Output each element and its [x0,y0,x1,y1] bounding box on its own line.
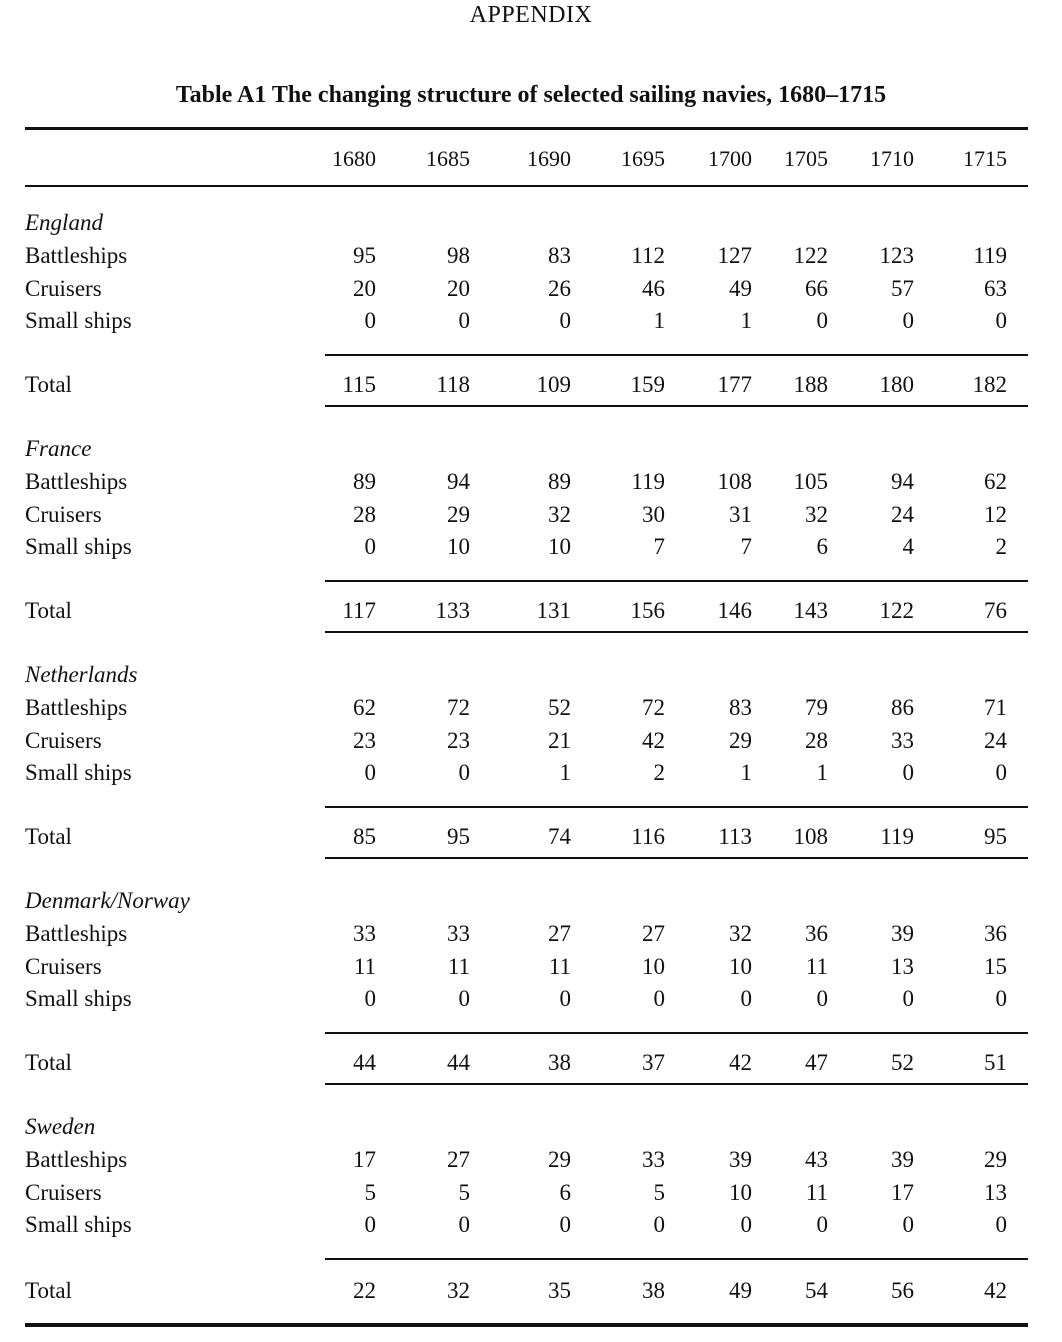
table-cell: 7 [653,534,665,559]
subtotal-rule [325,1258,1028,1260]
table-cell: 17 [353,1147,376,1172]
total-cell: 51 [984,1050,1007,1075]
table-cell: 52 [548,695,571,720]
country-heading: Netherlands [25,662,138,687]
total-row [0,370,1062,400]
total-cell: 54 [805,1278,828,1303]
year-header-cell: 1690 [527,146,571,171]
table-row [0,500,1062,530]
total-cell: 182 [972,372,1007,397]
table-row [0,984,1062,1014]
total-cell: 74 [548,824,571,849]
table-cell: 0 [653,986,665,1011]
total-label: Total [25,1278,72,1303]
table-row [0,758,1062,788]
table-cell: 5 [653,1179,665,1205]
table-row [0,1178,1062,1208]
table-cell: 11 [805,953,828,979]
total-bottom-rule [325,1083,1028,1085]
table-row [0,952,1062,982]
country-heading-row [0,208,1062,238]
table-cell: 94 [447,469,470,494]
total-cell: 32 [447,1278,470,1303]
year-header-cell: 1715 [963,146,1007,171]
table-cell: 66 [805,275,828,301]
total-cell: 35 [548,1278,571,1303]
country-heading-row [0,434,1062,464]
table-cell: 30 [642,501,665,527]
year-header-cell: 1685 [426,146,470,171]
table-cell: 23 [353,727,376,753]
year-header-cell: 1695 [621,146,665,171]
country-heading: Sweden [25,1114,96,1139]
table-cell: 83 [548,243,571,268]
table-cell: 31 [729,501,752,527]
row-label: Battleships [25,243,128,268]
country-heading-row [0,1112,1062,1142]
table-cell: 29 [447,501,470,527]
total-label: Total [25,598,72,623]
total-cell: 122 [879,598,914,623]
row-label: Cruisers [25,501,102,527]
total-label: Total [25,824,72,849]
total-row [0,596,1062,626]
subtotal-rule [325,354,1028,356]
table-cell: 112 [631,243,665,268]
table-cell: 0 [902,760,914,785]
total-cell: 56 [891,1278,914,1303]
table-cell: 10 [729,1179,752,1205]
total-label: Total [25,372,72,397]
table-cell: 12 [984,501,1007,527]
table-cell: 26 [548,275,571,301]
table-row [0,726,1062,756]
table-cell: 0 [458,760,470,785]
table-cell: 42 [642,727,665,753]
table-cell: 0 [995,986,1007,1011]
total-row [0,1048,1062,1078]
table-cell: 0 [364,534,376,559]
table-cell: 79 [805,695,828,720]
table-cell: 72 [642,695,665,720]
table-cell: 83 [729,695,752,720]
table-cell: 0 [995,1212,1007,1237]
total-cell: 42 [729,1050,752,1075]
table-cell: 0 [458,1212,470,1237]
table-cell: 28 [353,501,376,527]
table-cell: 0 [364,986,376,1011]
table-top-rule [25,127,1028,130]
table-cell: 5 [364,1179,376,1205]
table-cell: 36 [984,921,1007,946]
total-cell: 117 [342,598,376,623]
table-cell: 127 [717,243,752,268]
table-cell: 0 [559,986,571,1011]
table-cell: 62 [984,469,1007,494]
table-cell: 0 [816,308,828,333]
table-cell: 0 [653,1212,665,1237]
total-bottom-rule [325,857,1028,859]
table-cell: 32 [548,501,571,527]
total-cell: 118 [436,372,470,397]
total-cell: 156 [630,598,665,623]
row-label: Small ships [25,760,132,785]
total-cell: 22 [353,1278,376,1303]
row-label: Cruisers [25,953,102,979]
table-cell: 0 [902,986,914,1011]
table-cell: 11 [548,953,571,979]
table-cell: 28 [805,727,828,753]
total-cell: 52 [891,1050,914,1075]
table-cell: 11 [447,953,470,979]
table-row [0,241,1062,271]
row-label: Cruisers [25,1179,102,1205]
table-cell: 7 [740,534,752,559]
country-heading: Denmark/Norway [25,888,190,913]
total-cell: 76 [984,598,1007,623]
table-row [0,274,1062,304]
table-cell: 4 [902,534,914,559]
year-header-cell: 1710 [870,146,914,171]
table-cell: 1 [740,308,752,333]
table-bottom-rule [25,1323,1028,1327]
total-cell: 95 [447,824,470,849]
row-label: Battleships [25,469,128,494]
table-cell: 24 [891,501,914,527]
table-cell: 123 [879,243,914,268]
table-cell: 0 [559,308,571,333]
table-cell: 10 [642,953,665,979]
total-cell: 49 [729,1278,752,1303]
table-cell: 5 [458,1179,470,1205]
table-cell: 0 [995,760,1007,785]
table-cell: 0 [364,760,376,785]
row-label: Cruisers [25,727,102,753]
table-cell: 98 [447,243,470,268]
table-row [0,1145,1062,1175]
row-label: Battleships [25,695,128,720]
table-cell: 27 [642,921,665,946]
table-cell: 0 [458,308,470,333]
table-cell: 13 [984,1179,1007,1205]
subtotal-rule [325,806,1028,808]
table-cell: 36 [805,921,828,946]
year-header-cell: 1705 [784,146,828,171]
row-label: Battleships [25,1147,128,1172]
table-cell: 32 [729,921,752,946]
table-cell: 6 [559,1179,571,1205]
table-cell: 39 [891,1147,914,1172]
table-cell: 57 [891,275,914,301]
total-cell: 188 [793,372,828,397]
row-label: Small ships [25,534,132,559]
table-cell: 89 [548,469,571,494]
row-label: Small ships [25,1212,132,1237]
table-cell: 94 [891,469,914,494]
table-cell: 86 [891,695,914,720]
table-cell: 0 [995,308,1007,333]
total-row [0,1276,1062,1306]
table-cell: 0 [559,1212,571,1237]
table-row [0,693,1062,723]
table-title: Table A1 The changing structure of selected sailing navies, 1680–1715 [175,82,887,108]
table-cell: 0 [740,1212,752,1237]
row-label: Battleships [25,921,128,946]
table-cell: 62 [353,695,376,720]
year-header-cell: 1700 [708,146,752,171]
table-cell: 29 [729,727,752,753]
table-cell: 10 [548,534,571,559]
table-cell: 0 [740,986,752,1011]
table-cell: 89 [353,469,376,494]
row-label: Small ships [25,986,132,1011]
total-cell: 95 [984,824,1007,849]
total-cell: 143 [793,598,828,623]
table-cell: 95 [353,243,376,268]
table-cell: 1 [816,760,828,785]
table-cell: 105 [793,469,828,494]
table-cell: 0 [458,986,470,1011]
row-label: Small ships [25,308,132,333]
table-cell: 6 [816,534,828,559]
table-cell: 15 [984,953,1007,979]
total-cell: 131 [536,598,571,623]
total-cell: 37 [642,1050,665,1075]
table-cell: 1 [740,760,752,785]
table-row [0,919,1062,949]
total-cell: 115 [342,372,376,397]
table-cell: 29 [548,1147,571,1172]
table-cell: 49 [729,275,752,301]
table-row [0,467,1062,497]
table-cell: 27 [548,921,571,946]
table-cell: 108 [717,469,752,494]
table-cell: 2 [995,534,1007,559]
total-cell: 47 [805,1050,828,1075]
table-cell: 0 [902,308,914,333]
total-cell: 119 [880,824,914,849]
total-cell: 38 [548,1050,571,1075]
table-cell: 27 [447,1147,470,1172]
subtotal-rule [325,580,1028,582]
table-cell: 20 [353,275,376,301]
table-cell: 33 [891,727,914,753]
row-label: Cruisers [25,275,102,301]
year-header-row [0,144,1062,174]
table-cell: 33 [353,921,376,946]
total-cell: 85 [353,824,376,849]
table-cell: 0 [364,308,376,333]
country-heading: England [25,210,103,235]
table-row [0,532,1062,562]
table-cell: 32 [805,501,828,527]
table-cell: 23 [447,727,470,753]
table-row [0,306,1062,336]
total-row [0,822,1062,852]
table-cell: 63 [984,275,1007,301]
total-cell: 38 [642,1278,665,1303]
table-cell: 10 [447,534,470,559]
total-cell: 180 [879,372,914,397]
year-header-cell: 1680 [332,146,376,171]
table-cell: 17 [891,1179,914,1205]
table-cell: 122 [793,243,828,268]
table-cell: 39 [891,921,914,946]
table-cell: 72 [447,695,470,720]
running-header: APPENDIX [469,2,593,28]
table-cell: 119 [973,243,1007,268]
total-cell: 177 [717,372,752,397]
table-cell: 71 [984,695,1007,720]
table-cell: 1 [559,760,571,785]
total-cell: 113 [718,824,752,849]
table-row [0,1210,1062,1240]
table-cell: 21 [548,727,571,753]
table-cell: 1 [653,308,665,333]
table-cell: 10 [729,953,752,979]
table-cell: 29 [984,1147,1007,1172]
table-cell: 24 [984,727,1007,753]
table-cell: 20 [447,275,470,301]
country-heading-row [0,886,1062,916]
table-cell: 39 [729,1147,752,1172]
total-cell: 42 [984,1278,1007,1303]
country-heading: France [25,436,92,461]
table-cell: 33 [642,1147,665,1172]
total-bottom-rule [325,405,1028,407]
total-cell: 109 [536,372,571,397]
table-cell: 43 [805,1147,828,1172]
table-cell: 0 [816,1212,828,1237]
total-cell: 44 [353,1050,376,1075]
table-cell: 0 [364,1212,376,1237]
table-cell: 0 [902,1212,914,1237]
total-bottom-rule [325,631,1028,633]
table-cell: 11 [805,1179,828,1205]
table-cell: 2 [653,760,665,785]
total-label: Total [25,1050,72,1075]
total-cell: 108 [793,824,828,849]
total-cell: 116 [631,824,665,849]
table-cell: 33 [447,921,470,946]
table-cell: 46 [642,275,665,301]
total-cell: 159 [630,372,665,397]
table-cell: 0 [816,986,828,1011]
table-cell: 13 [891,953,914,979]
total-cell: 146 [717,598,752,623]
country-heading-row [0,660,1062,690]
table-cell: 119 [631,469,665,494]
total-cell: 133 [435,598,470,623]
subtotal-rule [325,1032,1028,1034]
table-cell: 11 [353,953,376,979]
total-cell: 44 [447,1050,470,1075]
header-bottom-rule [25,185,1028,187]
